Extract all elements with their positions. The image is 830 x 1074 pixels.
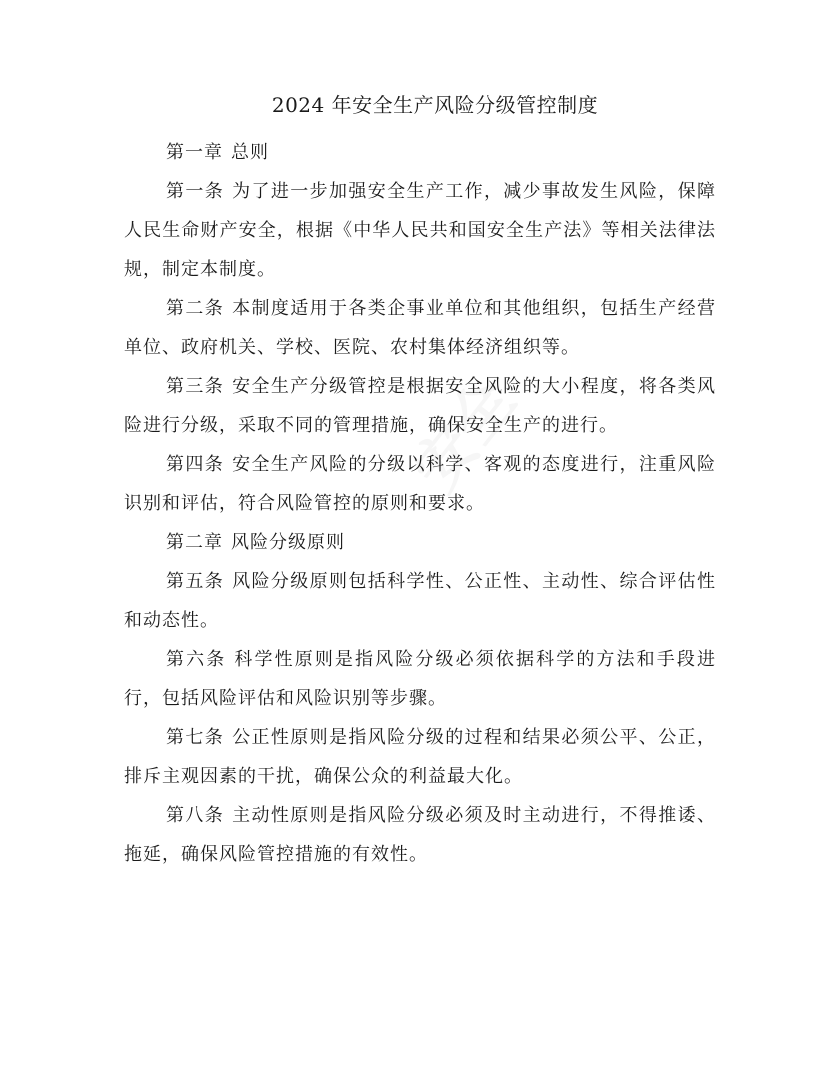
section-text: 本制度适用于各类企事业单位和其他组织，包括生产经营单位、政府机关、学校、医院、农村集体经济组织等。 <box>124 298 717 358</box>
watermark: 安全 <box>400 366 530 504</box>
section-label: 第二条 <box>166 298 225 319</box>
section-label: 第二章 <box>166 532 223 553</box>
section-label: 第五条 <box>166 571 225 592</box>
section-text: 总则 <box>231 142 269 163</box>
article-6 <box>124 640 716 718</box>
article-3 <box>124 367 716 445</box>
chapter-1-heading <box>124 133 716 172</box>
article-8 <box>124 796 716 874</box>
article-7 <box>124 718 716 796</box>
section-text: 科学性原则是指风险分级必须依据科学的方法和手段进行，包括风险评估和风险识别等步骤。 <box>124 649 717 709</box>
article-4 <box>124 445 716 523</box>
section-text: 安全生产风险的分级以科学、客观的态度进行，注重风险识别和评估，符合风险管控的原则和要求。 <box>124 454 717 514</box>
section-text: 公正性原则是指风险分级的过程和结果必须公平、公正， 排斥主观因素的干扰，确保公众的利益最大化。 <box>124 727 717 787</box>
section-text: 风险分级原则 <box>231 532 345 553</box>
article-2 <box>124 289 716 367</box>
document-title: 2024 年安全生产风险分级管控制度 <box>271 93 599 117</box>
section-label: 第七条 <box>166 727 225 748</box>
section-label: 第六条 <box>166 649 227 670</box>
section-text: 风险分级原则包括科学性、公正性、主动性、综合评估性和动态性。 <box>124 571 717 631</box>
section-label: 第八条 <box>166 805 225 826</box>
document-body <box>124 133 716 874</box>
article-1 <box>124 172 716 289</box>
section-label: 第四条 <box>166 454 225 475</box>
article-5 <box>124 562 716 640</box>
section-label: 第三条 <box>166 376 225 397</box>
section-label: 第一条 <box>166 181 225 202</box>
section-text: 主动性原则是指风险分级必须及时主动进行，不得推诿、拖延，确保风险管控措施的有效性。 <box>124 805 717 865</box>
section-text: 安全生产分级管控是根据安全风险的大小程度，将各类风险进行分级，采取不同的管理措施，确保安全生产的进行。 <box>124 376 717 436</box>
chapter-2-heading <box>124 523 716 562</box>
section-text: 为了进一步加强安全生产工作，减少事故发生风险，保障人民生命财产安全，根据《中华人民共和国安全生产法》等相关法律法规，制定本制度。 <box>124 181 717 280</box>
section-label: 第一章 <box>166 142 223 163</box>
